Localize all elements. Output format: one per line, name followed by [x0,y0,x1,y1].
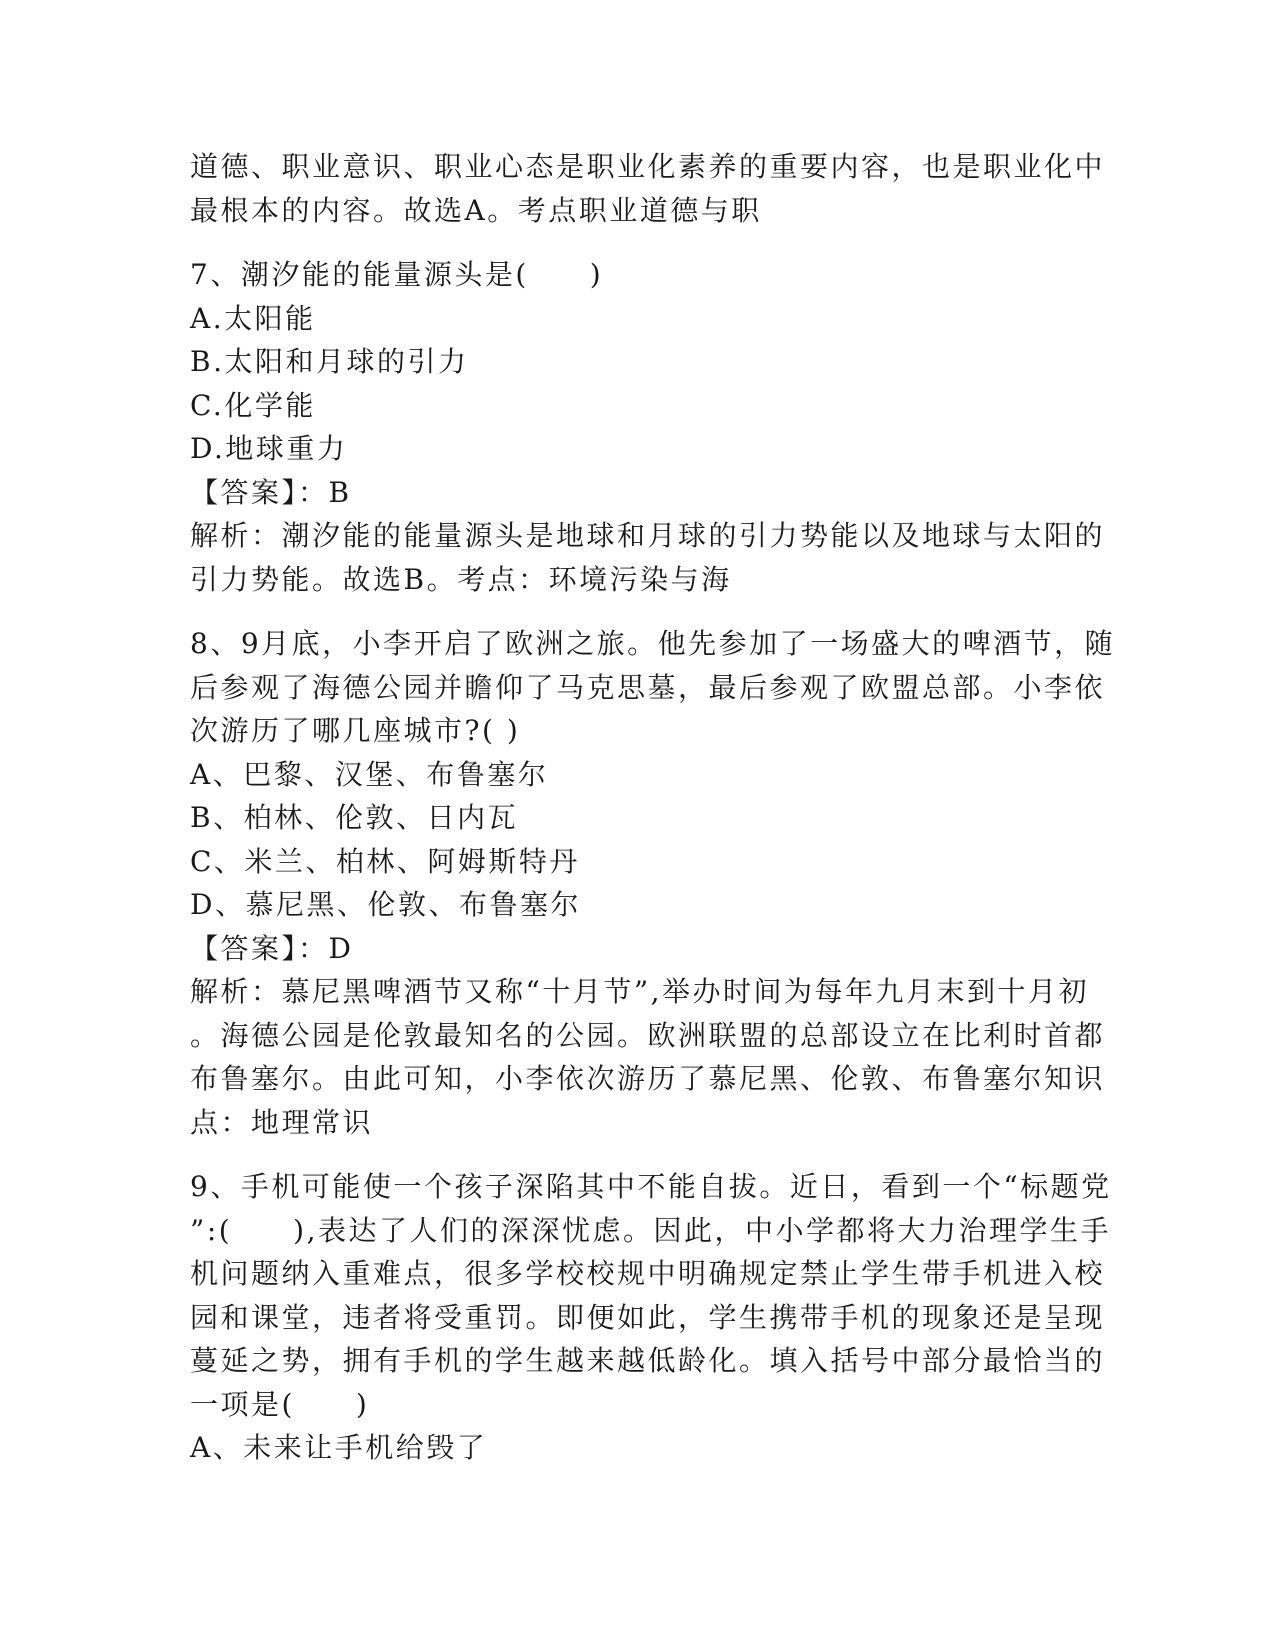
question-8-text-line: 次游历了哪几座城市?( ) [190,714,521,747]
spacer [190,232,1090,253]
question-9-text-line: 9、手机可能使一个孩子深陷其中不能自拔。近日，看到一个“标题党 [190,1170,1112,1203]
question-7-text: 7、潮汐能的能量源头是( ) [190,258,604,291]
question-8-analysis-line: 。海德公园是伦敦最知名的公园。欧洲联盟的总部设立在比利时首都 [190,1018,1106,1052]
question-7 [190,253,1106,601]
question-7-option-a: A.太阳能 [190,301,316,335]
question-8-option-c: C、米兰、柏林、阿姆斯特丹 [190,844,580,878]
question-7-analysis-line: 解析：潮汐能的能量源头是地球和月球的引力势能以及地球与太阳的 [190,519,1106,552]
question-9-text-line: 一项是( ) [190,1387,370,1421]
question-8-text-line: 后参观了海德公园并瞻仰了马克思墓，最后参观了欧盟总部。小李依 [190,670,1106,704]
spacer [190,1144,1090,1165]
question-9-text-line: 蔓延之势，拥有手机的学生越来越低龄化。填入括号中部分最恰当的 [190,1344,1106,1377]
question-7-option-c: C.化学能 [190,388,316,422]
question-8-answer: 【答案】：D [190,931,354,965]
question-8-analysis-line: 解析：慕尼黑啤酒节又称“十月节”,举办时间为每年九月末到十月初 [190,975,1090,1008]
question-8-text-line: 8、9月底，小李开启了欧洲之旅。他先参加了一场盛大的啤酒节，随 [190,627,1116,660]
intro-line: 道德、职业意识、职业心态是职业化素养的重要内容，也是职业化中 [190,150,1106,183]
question-8-analysis-line: 点：地理常识 [190,1105,374,1139]
intro-paragraph [190,145,1106,232]
question-8-option-d: D、慕尼黑、伦敦、布鲁塞尔 [190,888,581,921]
spacer [190,601,1090,622]
question-7-option-b: B.太阳和月球的引力 [190,345,469,378]
question-7-answer: 【答案】：B [190,475,352,509]
page-content [190,145,1116,1470]
question-9-text-line: ”:( ),表达了人们的深深忧虑。因此，中小学都将大力治理学生手 [190,1213,1111,1247]
intro-line: 最根本的内容。故选A。考点职业道德与职 [190,193,762,227]
question-9-option-a: A、未来让手机给毁了 [190,1431,488,1464]
question-8 [190,622,1116,1144]
question-8-option-b: B、柏林、伦敦、日内瓦 [190,801,519,834]
question-9 [190,1165,1112,1470]
question-9-text-line: 机问题纳入重难点，很多学校校规中明确规定禁止学生带手机进入校 [190,1257,1106,1290]
question-8-option-a: A、巴黎、汉堡、布鲁塞尔 [190,757,549,791]
question-9-text-line: 园和课堂，违者将受重罚。即便如此，学生携带手机的现象还是呈现 [190,1300,1106,1334]
question-7-analysis-line: 引力势能。故选B。考点：环境污染与海 [190,562,732,596]
question-7-option-d: D.地球重力 [190,432,348,465]
question-8-analysis-line: 布鲁塞尔。由此可知，小李依次游历了慕尼黑、伦敦、布鲁塞尔知识 [190,1062,1106,1095]
